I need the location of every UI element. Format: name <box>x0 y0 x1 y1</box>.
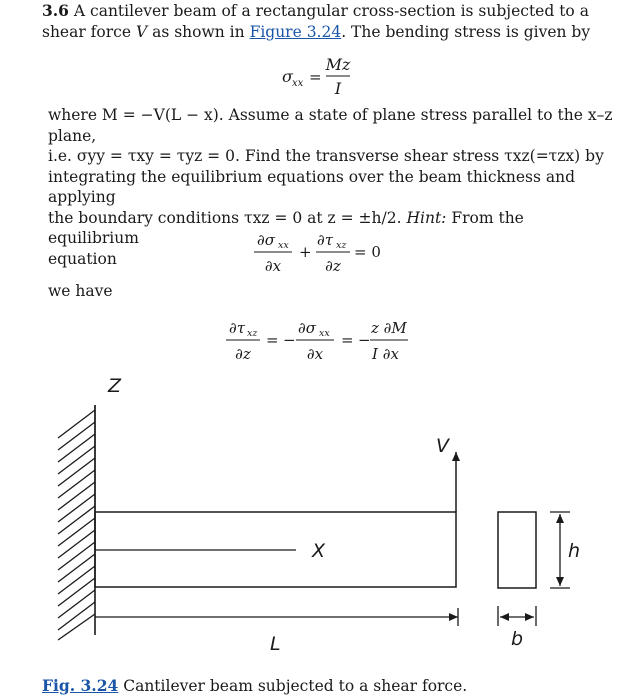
eq2-term2-num: ∂τ <box>317 231 334 249</box>
wall-hatch <box>58 410 95 640</box>
shear-force-label: V <box>436 435 449 457</box>
para2-line3: integrating the equilibrium equations over the beam thickness and applying <box>48 167 576 206</box>
eq3-a-sub: xz <box>247 328 258 339</box>
bending-stress-equation <box>282 54 362 98</box>
eq2-term1-sub: xx <box>278 240 289 251</box>
figure-link[interactable]: Figure 3.24 <box>249 22 342 41</box>
eq3-a-den: ∂z <box>235 345 251 363</box>
para2-line2: i.e. σyy = τxy = τyz = 0. Find the transverse shear stress τxz(=τzx) by <box>48 147 604 165</box>
caption-text: Cantilever beam subjected to a shear force. <box>123 677 468 695</box>
problem-after-link: . The bending stress is given by <box>341 22 591 41</box>
length-label: L <box>270 633 281 655</box>
eq2-term1-den: ∂x <box>264 257 282 275</box>
eq1-lhs-sub: xx <box>292 78 304 89</box>
eq1-numerator: Mz <box>325 55 351 74</box>
eq2-plus: + <box>299 243 312 261</box>
figure-caption <box>42 676 467 696</box>
force-symbol: V <box>135 22 148 41</box>
para2-line1: where M = −V(L − x). Assume a state of plane stress parallel to the x–z plane, <box>48 106 613 145</box>
shear-stress-equation <box>226 314 426 366</box>
eq3-minus1: − <box>283 331 296 349</box>
we-have-text: we have <box>48 282 113 300</box>
eq3-minus2: − <box>358 331 371 349</box>
problem-as-shown: as shown in <box>152 22 245 41</box>
eq2-term1-num: ∂σ <box>257 231 275 249</box>
para2-line4-text: the boundary conditions τxz = 0 at z = ±h/2. <box>48 208 402 227</box>
height-dimension <box>550 512 570 588</box>
eq3-c-den: I ∂x <box>372 345 399 363</box>
eq2-term2-den: ∂z <box>325 257 341 275</box>
eq3-equals2: = <box>341 331 354 349</box>
cantilever-figure <box>0 370 624 670</box>
hint-text: From the equilibrium <box>48 208 524 247</box>
caption-figure-ref[interactable]: Fig. 3.24 <box>42 676 119 695</box>
eq1-equals: = <box>309 68 322 86</box>
eq3-a-num: ∂τ <box>229 319 246 337</box>
eq3-equals1: = <box>266 331 279 349</box>
problem-number: 3.6 <box>42 1 69 20</box>
para2-line5: equation <box>48 249 117 268</box>
cross-section <box>498 512 536 588</box>
eq3-b-den: ∂x <box>306 345 324 363</box>
width-dimension <box>498 606 536 626</box>
hint-label: Hint: <box>406 208 447 227</box>
eq3-b-sub: xx <box>319 328 330 339</box>
eq1-denominator: I <box>334 79 342 98</box>
problem-statement <box>42 1 612 42</box>
eq3-c-num: z ∂M <box>371 319 407 337</box>
length-dimension <box>95 608 458 626</box>
fixed-wall <box>58 405 95 640</box>
problem-intro: A cantilever beam of a rectangular cross-section is subjected to a shear force <box>42 2 589 41</box>
width-label: b <box>511 628 524 650</box>
eq2-rhs: = 0 <box>354 243 381 261</box>
eq1-lhs: σ <box>282 67 293 86</box>
x-axis-label: X <box>312 540 326 562</box>
eq2-term2-sub: xz <box>336 240 347 251</box>
eq3-b-num: ∂σ <box>298 319 316 337</box>
equilibrium-equation <box>254 226 394 276</box>
height-label: h <box>568 540 581 562</box>
z-axis-label: Z <box>108 375 122 397</box>
